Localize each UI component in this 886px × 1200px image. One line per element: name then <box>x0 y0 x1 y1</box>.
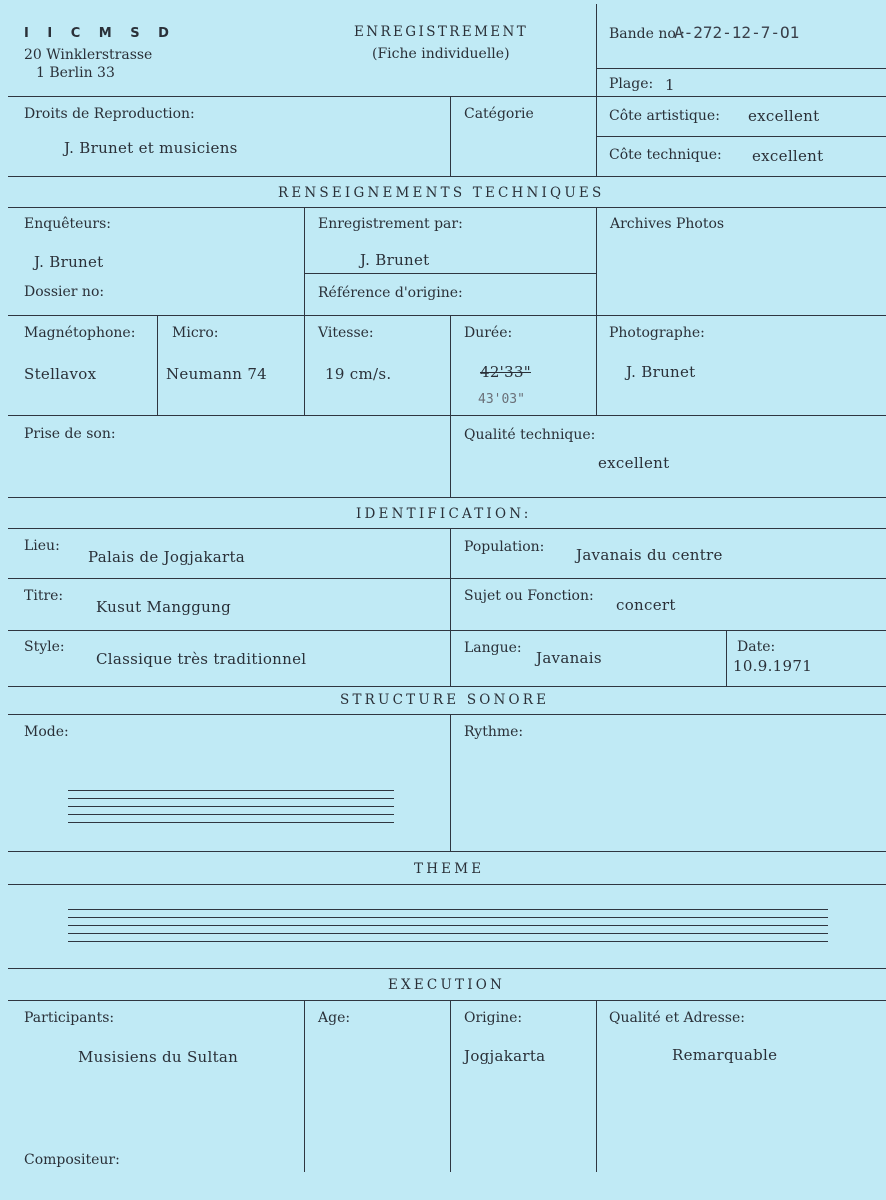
droits-value: J. Brunet et musiciens <box>64 139 238 157</box>
photographe-value: J. Brunet <box>626 363 696 381</box>
bande-label: Bande no : <box>609 26 685 42</box>
divider <box>8 315 886 316</box>
section-theme-title: THEME <box>414 861 485 877</box>
section-identification-title: IDENTIFICATION: <box>356 506 532 522</box>
droits-label: Droits de Reproduction: <box>24 106 195 122</box>
enqueteurs-label: Enquêteurs: <box>24 216 112 232</box>
vitesse-value: 19 cm/s. <box>325 365 392 383</box>
divider <box>8 630 886 631</box>
divider <box>596 1000 597 1172</box>
org-address-city: 1 Berlin 33 <box>36 65 115 81</box>
age-label: Age: <box>318 1010 351 1026</box>
divider <box>8 415 886 416</box>
divider <box>304 273 596 274</box>
divider <box>8 686 886 687</box>
divider <box>596 207 597 415</box>
duree-value: 43'03" <box>478 392 525 407</box>
divider <box>304 1000 305 1172</box>
divider <box>8 578 886 579</box>
divider <box>8 96 886 97</box>
dossier-label: Dossier no: <box>24 284 105 300</box>
magnetophone-value: Stellavox <box>24 365 97 383</box>
divider <box>726 630 727 686</box>
staff-line <box>68 917 828 918</box>
divider <box>8 968 886 969</box>
cote-artistique-label: Côte artistique: <box>609 108 720 124</box>
enregistrement-par-value: J. Brunet <box>360 251 430 269</box>
cote-technique-value: excellent <box>752 147 824 165</box>
archives-photos-label: Archives Photos <box>610 216 725 232</box>
divider <box>8 176 886 177</box>
form-subtitle: (Fiche individuelle) <box>372 46 510 62</box>
cote-artistique-value: excellent <box>748 107 820 125</box>
divider <box>450 1000 451 1172</box>
participants-value: Musisiens du Sultan <box>78 1048 239 1066</box>
cote-technique-label: Côte technique: <box>609 147 722 163</box>
reference-label: Référence d'origine: <box>318 285 463 301</box>
micro-label: Micro: <box>172 325 219 341</box>
staff-line <box>68 806 394 807</box>
sujet-label: Sujet ou Fonction: <box>464 588 594 604</box>
vitesse-label: Vitesse: <box>318 325 374 341</box>
section-technical-title: RENSEIGNEMENTS TECHNIQUES <box>278 185 605 201</box>
enqueteurs-value: J. Brunet <box>34 253 104 271</box>
staff-line <box>68 822 394 823</box>
date-label: Date: <box>737 639 776 655</box>
qualite-adresse-value: Remarquable <box>672 1046 778 1064</box>
divider <box>8 207 886 208</box>
bande-value: A-272-12-7-O1 <box>674 23 800 42</box>
staff-line <box>68 790 394 791</box>
divider <box>157 315 158 415</box>
duree-label: Durée: <box>464 325 513 341</box>
divider <box>8 497 886 498</box>
divider <box>8 851 886 852</box>
langue-label: Langue: <box>464 640 522 656</box>
staff-line <box>68 909 828 910</box>
staff-line <box>68 933 828 934</box>
section-execution-title: EXECUTION <box>388 977 506 993</box>
section-structure-title: STRUCTURE SONORE <box>340 692 550 708</box>
origine-value: Jogjakarta <box>464 1047 546 1065</box>
enregistrement-par-label: Enregistrement par: <box>318 216 463 232</box>
mode-label: Mode: <box>24 724 69 740</box>
langue-value: Javanais <box>536 649 602 667</box>
magnetophone-label: Magnétophone: <box>24 325 136 341</box>
plage-label: Plage: <box>609 76 654 92</box>
sujet-value: concert <box>616 596 676 614</box>
participants-label: Participants: <box>24 1010 115 1026</box>
divider <box>8 1000 886 1001</box>
divider <box>304 207 305 415</box>
qualite-technique-value: excellent <box>598 454 670 472</box>
org-name: I I C M S D <box>24 26 176 41</box>
staff-line <box>68 814 394 815</box>
plage-value: 1 <box>665 76 675 94</box>
divider <box>596 4 597 176</box>
lieu-value: Palais de Jogjakarta <box>88 548 246 566</box>
qualite-technique-label: Qualité technique: <box>464 427 596 443</box>
photographe-label: Photographe: <box>609 325 705 341</box>
population-value: Javanais du centre <box>576 546 723 564</box>
staff-line <box>68 798 394 799</box>
divider <box>8 528 886 529</box>
divider <box>8 714 886 715</box>
style-value: Classique très traditionnel <box>96 650 307 668</box>
divider <box>450 96 451 176</box>
titre-value: Kusut Manggung <box>96 598 231 616</box>
form-title: ENREGISTREMENT <box>354 24 529 40</box>
compositeur-label: Compositeur: <box>24 1152 120 1168</box>
divider <box>450 714 451 851</box>
titre-label: Titre: <box>24 588 64 604</box>
micro-value: Neumann 74 <box>166 365 268 383</box>
style-label: Style: <box>24 639 65 655</box>
divider <box>450 528 451 686</box>
origine-label: Origine: <box>464 1010 523 1026</box>
divider <box>596 68 886 69</box>
lieu-label: Lieu: <box>24 538 60 554</box>
categorie-label: Catégorie <box>464 106 534 122</box>
rythme-label: Rythme: <box>464 724 524 740</box>
org-address-street: 20 Winklerstrasse <box>24 47 153 63</box>
prise-de-son-label: Prise de son: <box>24 426 116 442</box>
divider <box>450 315 451 497</box>
date-value: 10.9.1971 <box>733 657 813 675</box>
qualite-adresse-label: Qualité et Adresse: <box>609 1010 745 1026</box>
duree-struck-value: 42'33" <box>480 363 531 381</box>
divider <box>596 136 886 137</box>
divider <box>8 884 886 885</box>
staff-line <box>68 925 828 926</box>
population-label: Population: <box>464 539 545 555</box>
staff-line <box>68 941 828 942</box>
